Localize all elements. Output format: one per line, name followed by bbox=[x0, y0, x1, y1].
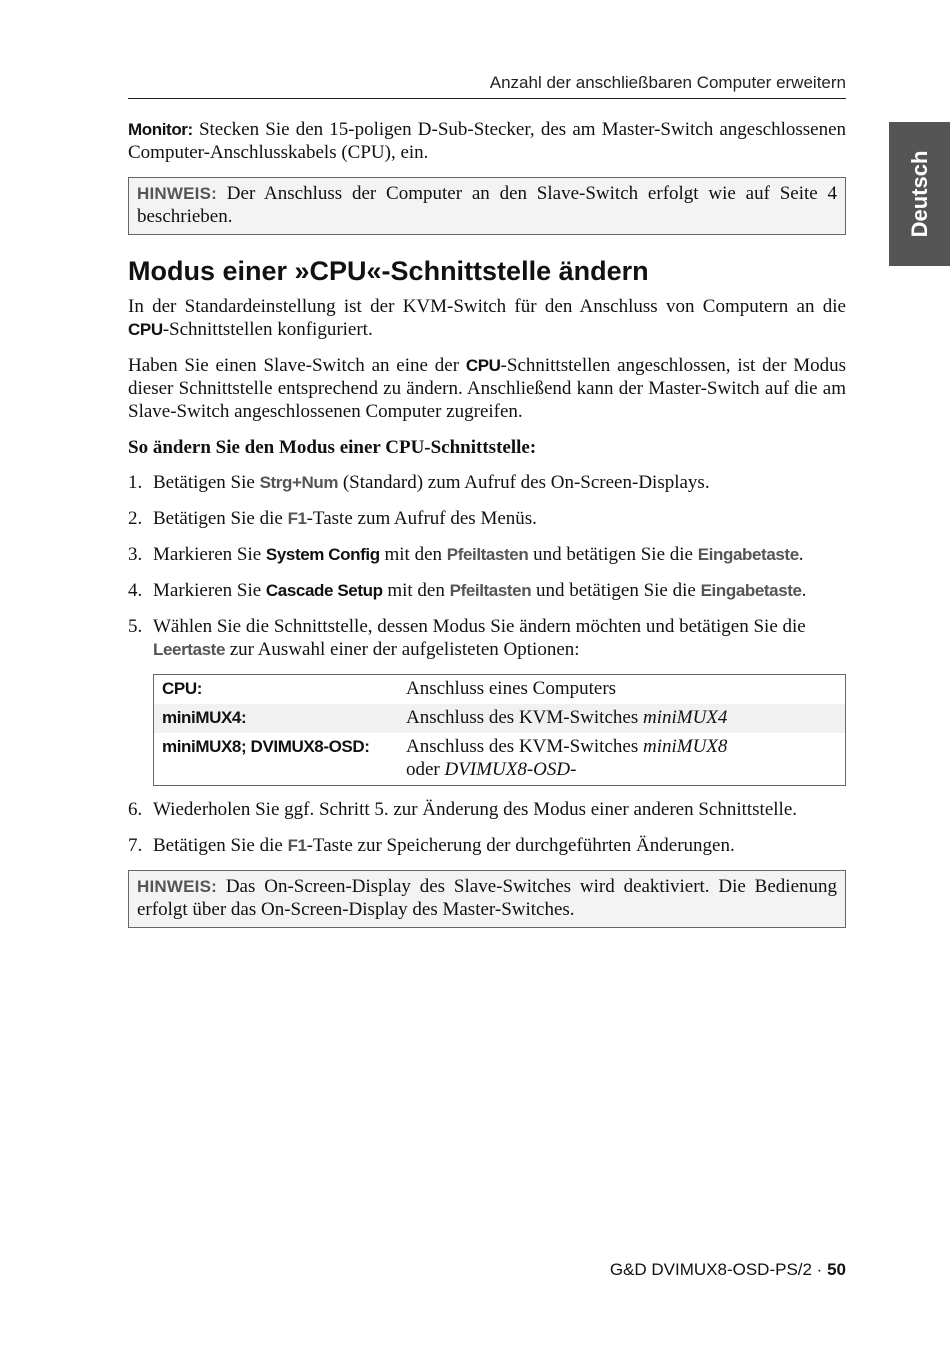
step-text: Betätigen Sie die bbox=[153, 835, 288, 856]
procedure-steps bbox=[128, 471, 846, 661]
step-number: 3. bbox=[128, 544, 143, 565]
key-f1: F1 bbox=[287, 509, 307, 528]
option-key: CPU: bbox=[162, 679, 202, 698]
menu-cascade-setup: Cascade Setup bbox=[265, 581, 383, 600]
hint-box-connection bbox=[128, 177, 846, 235]
step-text: mit den bbox=[382, 580, 450, 601]
step-4 bbox=[128, 579, 846, 602]
step-text: Markieren Sie bbox=[153, 580, 266, 601]
slave-text-a: Haben Sie einen Slave-Switch an eine der bbox=[128, 355, 466, 376]
slave-paragraph bbox=[128, 354, 846, 423]
step-text: Betätigen Sie bbox=[153, 472, 260, 493]
step-7 bbox=[128, 834, 846, 857]
key-eingabetaste: Eingabetaste bbox=[700, 581, 802, 600]
key-f1: F1 bbox=[287, 836, 307, 855]
step-5 bbox=[128, 615, 846, 661]
step-number: 2. bbox=[128, 508, 143, 529]
intro-text-c: -Schnittstellen konfiguriert. bbox=[162, 319, 373, 340]
slave-cpu-term: CPU bbox=[465, 356, 501, 375]
footer-product: G&D DVIMUX8-OSD-PS/2 · bbox=[609, 1260, 828, 1279]
step-text: -Taste zur Speicherung der durchgeführten Änderungen. bbox=[306, 835, 735, 856]
monitor-paragraph bbox=[128, 118, 846, 164]
monitor-text: Stecken Sie den 15-poligen D-Sub-Stecker, des am Master-Switch angeschlossenen Computer-Anschlusskabels (CPU), ein. bbox=[128, 119, 846, 163]
option-desc bbox=[398, 733, 846, 786]
monitor-label: Monitor: bbox=[128, 120, 193, 139]
key-pfeiltasten: Pfeiltasten bbox=[449, 581, 532, 600]
intro-paragraph bbox=[128, 295, 846, 341]
hint-text: Das On-Screen-Display des Slave-Switches wird deaktiviert. Die Bedienung erfolgt über das On-Screen-Display des Master-Switches. bbox=[137, 876, 837, 920]
option-key: miniMUX8; DVIMUX8-OSD: bbox=[162, 737, 370, 756]
hint-label: HINWEIS: bbox=[137, 184, 217, 203]
option-desc-product: DVIMUX8-OSD- bbox=[444, 759, 577, 780]
slave-text-c: -Schnittstellen angeschlossen, ist der Modus dieser Schnittstelle entsprechend zu ändern. Anschließend kann der Master-Switch auf die am Slave-Switch angeschlossenen Computer zugreifen. bbox=[128, 355, 846, 422]
step-number: 1. bbox=[128, 472, 143, 493]
step-text: . bbox=[801, 580, 807, 601]
step-number: 4. bbox=[128, 580, 143, 601]
step-text: und betätigen Sie die bbox=[528, 544, 698, 565]
option-key: miniMUX4: bbox=[154, 704, 399, 733]
table-row bbox=[154, 704, 846, 733]
key-eingabetaste: Eingabetaste bbox=[697, 545, 799, 564]
option-desc-product: miniMUX8 bbox=[642, 736, 728, 757]
key-leertaste: Leertaste bbox=[153, 640, 225, 659]
option-desc-text: Anschluss des KVM-Switches bbox=[406, 736, 643, 757]
page-footer bbox=[128, 1260, 846, 1280]
step-text: und betätigen Sie die bbox=[531, 580, 701, 601]
option-desc bbox=[398, 675, 846, 705]
step-text: Wiederholen Sie ggf. Schritt 5. zur Änderung des Modus einer anderen Schnittstelle. bbox=[153, 799, 798, 820]
step-number: 7. bbox=[128, 835, 143, 856]
step-number: 6. bbox=[128, 799, 143, 820]
intro-text-a: In der Standardeinstellung ist der KVM-Switch für den Anschluss von Computern an die bbox=[128, 296, 846, 317]
step-6 bbox=[128, 798, 846, 821]
page-number: 50 bbox=[827, 1260, 846, 1279]
page-content bbox=[128, 118, 846, 942]
section-heading: Modus einer »CPU«-Schnittstelle ändern bbox=[128, 256, 649, 286]
step-text: zur Auswahl einer der aufgelisteten Optionen: bbox=[225, 639, 580, 660]
option-desc-text: Anschluss eines Computers bbox=[406, 678, 617, 699]
hint-box-osd bbox=[128, 870, 846, 928]
table-row bbox=[154, 733, 846, 786]
hint-text: Der Anschluss der Computer an den Slave-Switch erfolgt wie auf Seite 4 beschrieben. bbox=[137, 183, 837, 227]
step-text: mit den bbox=[379, 544, 447, 565]
option-desc-text: oder bbox=[406, 759, 445, 780]
option-desc-text: Anschluss des KVM-Switches bbox=[406, 707, 643, 728]
menu-system-config: System Config bbox=[265, 545, 380, 564]
language-tab bbox=[889, 122, 950, 266]
step-2 bbox=[128, 507, 846, 530]
option-desc bbox=[398, 704, 846, 733]
language-tab-label: Deutsch bbox=[906, 150, 932, 238]
procedure-lead: So ändern Sie den Modus einer CPU-Schnittstelle: bbox=[128, 437, 537, 458]
running-header bbox=[128, 73, 846, 99]
procedure-steps-continued bbox=[128, 798, 846, 857]
running-header-title: Anzahl der anschließbaren Computer erweitern bbox=[489, 73, 846, 92]
options-table bbox=[153, 674, 846, 786]
step-1 bbox=[128, 471, 846, 494]
step-text: -Taste zum Aufruf des Menüs. bbox=[306, 508, 537, 529]
table-row bbox=[154, 675, 846, 705]
step-text: Wählen Sie die Schnittstelle, dessen Modus Sie ändern möchten und betätigen Sie die bbox=[153, 616, 806, 637]
step-text: Markieren Sie bbox=[153, 544, 266, 565]
option-desc-product: miniMUX4 bbox=[642, 707, 728, 728]
key-pfeiltasten: Pfeiltasten bbox=[446, 545, 529, 564]
step-number: 5. bbox=[128, 616, 143, 637]
step-text: (Standard) zum Aufruf des On-Screen-Displays. bbox=[338, 472, 710, 493]
step-text: Betätigen Sie die bbox=[153, 508, 288, 529]
hint-label: HINWEIS: bbox=[137, 877, 217, 896]
step-3 bbox=[128, 543, 846, 566]
intro-cpu-term: CPU bbox=[128, 320, 163, 339]
key-strg-num: Strg+Num bbox=[259, 473, 339, 492]
step-text: . bbox=[798, 544, 804, 565]
